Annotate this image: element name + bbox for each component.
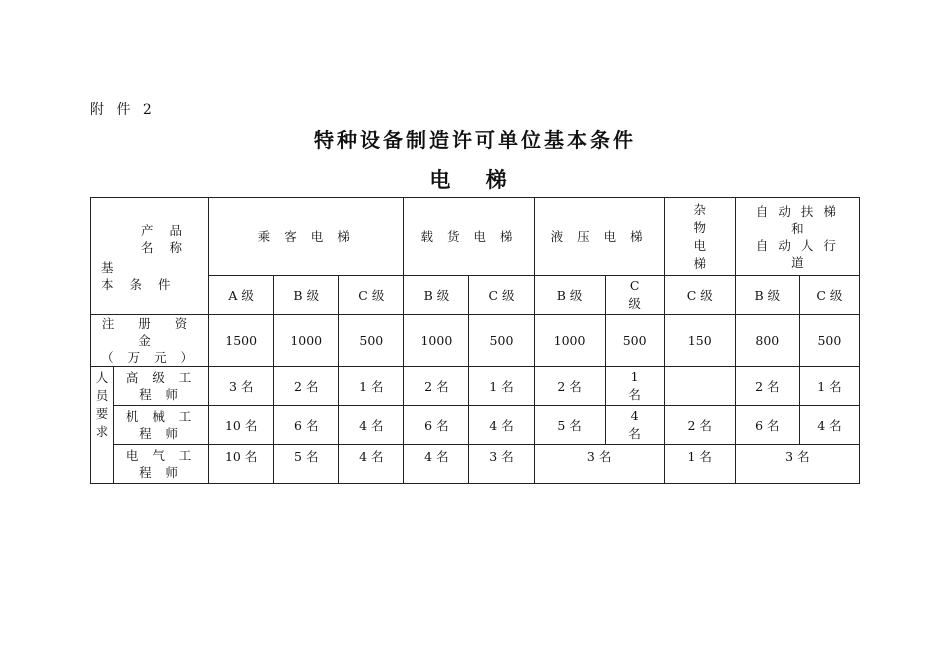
capital-value: 500 — [605, 315, 664, 367]
grade-cell: C 级 — [799, 276, 859, 315]
personnel-value: 3 名 — [534, 445, 664, 484]
personnel-value: 3 名 — [209, 367, 274, 406]
personnel-value: 6 名 — [404, 406, 469, 445]
personnel-value: 6 名 — [735, 406, 799, 445]
capital-value: 1000 — [404, 315, 469, 367]
document-subtitle: 电 梯 — [429, 167, 521, 192]
header-passenger-elevator: 乘 客 电 梯 — [209, 198, 404, 276]
personnel-value: 10 名 — [209, 406, 274, 445]
personnel-value: 1 名 — [664, 445, 735, 484]
grade-cell: B 级 — [735, 276, 799, 315]
grade-cell: B 级 — [274, 276, 339, 315]
personnel-row-label: 高 级 工 程 师 — [114, 367, 209, 406]
personnel-value: 10 名 — [209, 445, 274, 484]
personnel-value: 1 名 — [605, 367, 664, 406]
table-corner-cell — [91, 198, 209, 315]
personnel-value: 2 名 — [534, 367, 605, 406]
personnel-value: 5 名 — [274, 445, 339, 484]
capital-value: 500 — [339, 315, 404, 367]
personnel-value: 3 名 — [469, 445, 534, 484]
personnel-value: 2 名 — [404, 367, 469, 406]
grade-cell: C 级 — [664, 276, 735, 315]
capital-value: 800 — [735, 315, 799, 367]
personnel-value: 1 名 — [799, 367, 859, 406]
personnel-value: 4 名 — [799, 406, 859, 445]
grade-cell: B 级 — [534, 276, 605, 315]
personnel-value: 4 名 — [404, 445, 469, 484]
grade-cell: B 级 — [404, 276, 469, 315]
corner-product-label: 产 品 名 称 — [141, 223, 188, 255]
grade-cell: C 级 — [469, 276, 534, 315]
capital-label: 注 册 资 金 （ 万 元 ） — [91, 315, 209, 367]
personnel-value: 2 名 — [664, 406, 735, 445]
personnel-value: 1 名 — [469, 367, 534, 406]
personnel-group-label: 人员要求 — [91, 367, 114, 484]
personnel-row-label: 电 气 工 程 师 — [114, 445, 209, 484]
grade-cell: C 级 — [339, 276, 404, 315]
personnel-value: 4 名 — [469, 406, 534, 445]
capital-value: 1000 — [274, 315, 339, 367]
capital-value: 500 — [469, 315, 534, 367]
personnel-value: 2 名 — [735, 367, 799, 406]
header-misc-elevator — [664, 198, 735, 276]
personnel-value: 1 名 — [339, 367, 404, 406]
capital-value: 500 — [799, 315, 859, 367]
personnel-value: 3 名 — [735, 445, 859, 484]
personnel-value: 4 名 — [339, 406, 404, 445]
personnel-value: 5 名 — [534, 406, 605, 445]
header-escalator: 自 动 扶 梯 和 自 动 人 行 道 — [735, 198, 859, 276]
grade-cell: C 级 — [605, 276, 664, 315]
misc-elevator-label: 杂物电梯 — [693, 201, 706, 271]
header-hydraulic-elevator: 液 压 电 梯 — [534, 198, 664, 276]
grade-cell: A 级 — [209, 276, 274, 315]
attachment-label: 附 件 2 — [90, 102, 156, 118]
personnel-value: 6 名 — [274, 406, 339, 445]
personnel-row-label: 机 械 工 程 师 — [114, 406, 209, 445]
capital-value: 150 — [664, 315, 735, 367]
requirements-table — [90, 197, 860, 484]
personnel-value: 2 名 — [274, 367, 339, 406]
personnel-value: 4 名 — [605, 406, 664, 445]
document-title: 特种设备制造许可单位基本条件 — [314, 128, 636, 152]
personnel-value: 4 名 — [339, 445, 404, 484]
corner-basic-label: 基 本 条 件 — [101, 260, 177, 292]
personnel-value — [664, 367, 735, 406]
capital-value: 1500 — [209, 315, 274, 367]
header-freight-elevator: 载 货 电 梯 — [404, 198, 534, 276]
capital-value: 1000 — [534, 315, 605, 367]
